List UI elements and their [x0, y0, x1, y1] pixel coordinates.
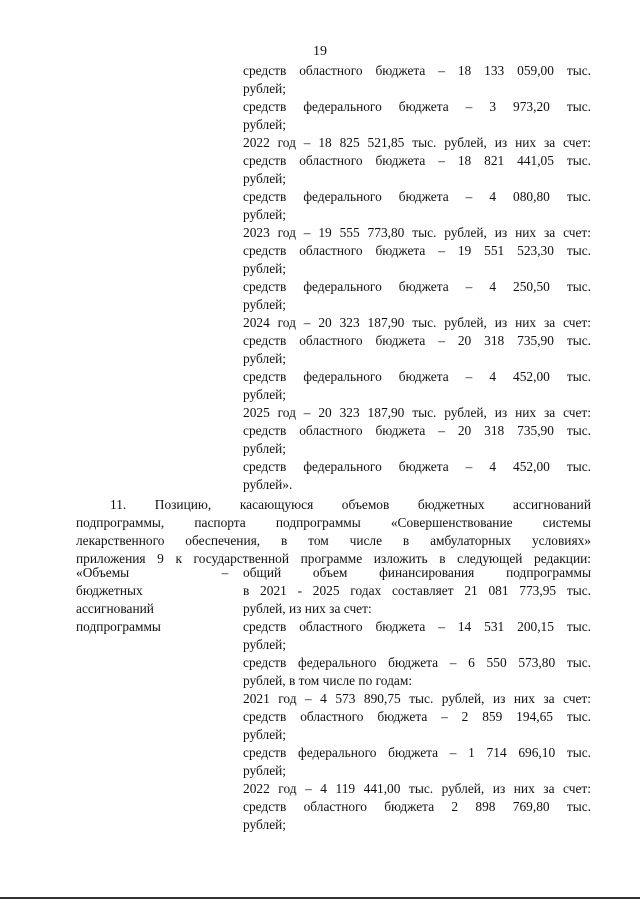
text-line: средств федерального бюджета – 4 250,50 тыс.: [243, 279, 591, 294]
text-line: 2024 год – 20 323 187,90 тыс. рублей, из них за счет:: [243, 315, 591, 330]
text-line: рублей;: [243, 351, 287, 366]
text-line: средств федерального бюджета – 4 452,00 тыс.: [243, 459, 591, 474]
text-line: средств областного бюджета – 14 531 200,15 тыс.: [243, 619, 591, 634]
text-line: рублей;: [243, 387, 287, 402]
page-bottom-edge: [0, 897, 640, 899]
text-line: рублей;: [243, 637, 287, 652]
text-line: средств федерального бюджета – 4 452,00 тыс.: [243, 369, 591, 384]
section-11-paragraph: [76, 496, 591, 568]
paragraph-line: приложения 9 к государственной программе изложить в следующей редакции:: [76, 551, 591, 566]
text-line: общий объем финансирования подпрограммы: [243, 565, 591, 580]
text-line: 2022 год – 4 119 441,00 тыс. рублей, из них за счет:: [243, 781, 591, 796]
text-line: 2023 год – 19 555 773,80 тыс. рублей, из них за счет:: [243, 225, 591, 240]
subprogram-funding-block: [243, 564, 591, 834]
text-line: рублей;: [243, 117, 287, 132]
label-line: бюджетных: [76, 583, 143, 598]
text-line: в 2021 - 2025 годах составляет 21 081 773,95 тыс.: [243, 583, 591, 598]
text-line: рублей;: [243, 297, 287, 312]
paragraph-line: 11. Позицию, касающуюся объемов бюджетных ассигнований: [110, 497, 591, 512]
text-line: рублей;: [243, 207, 287, 222]
text-line: рублей, из них за счет:: [243, 601, 372, 616]
text-line: рублей;: [243, 727, 287, 742]
top-funding-block: [243, 62, 591, 494]
page-number: 19: [313, 44, 327, 59]
text-line: 2022 год – 18 825 521,85 тыс. рублей, из них за счет:: [243, 135, 591, 150]
text-line: средств областного бюджета 2 898 769,80 тыс.: [243, 799, 591, 814]
text-line: рублей, в том числе по годам:: [243, 673, 413, 688]
text-line: рублей;: [243, 763, 287, 778]
text-line: рублей;: [243, 441, 287, 456]
funding-volumes-label: [76, 564, 226, 636]
text-line: средств федерального бюджета – 1 714 696,10 тыс.: [243, 745, 591, 760]
text-line: средств федерального бюджета – 6 550 573,80 тыс.: [243, 655, 591, 670]
text-line: средств областного бюджета – 2 859 194,65 тыс.: [243, 709, 591, 724]
text-line: средств федерального бюджета – 3 973,20 тыс.: [243, 99, 591, 114]
label-dash: –: [221, 565, 229, 580]
label-line: подпрограммы: [76, 619, 161, 634]
paragraph-line: лекарственного обеспечения, в том числе в амбулаторных условиях»: [76, 533, 591, 548]
text-line: средств областного бюджета – 20 318 735,90 тыс.: [243, 423, 591, 438]
paragraph-line: подпрограммы, паспорта подпрограммы «Совершенствование системы: [76, 515, 591, 530]
text-line: рублей;: [243, 81, 287, 96]
text-line: средств областного бюджета – 19 551 523,30 тыс.: [243, 243, 591, 258]
text-line: рублей;: [243, 261, 287, 276]
text-line: средств областного бюджета – 18 133 059,00 тыс.: [243, 63, 591, 78]
label-line: «Объемы: [76, 565, 130, 580]
text-line: рублей».: [243, 477, 293, 492]
label-line: ассигнований: [76, 601, 154, 616]
text-line: 2025 год – 20 323 187,90 тыс. рублей, из них за счет:: [243, 405, 591, 420]
text-line: средств областного бюджета – 20 318 735,90 тыс.: [243, 333, 591, 348]
text-line: рублей;: [243, 817, 287, 832]
text-line: 2021 год – 4 573 890,75 тыс. рублей, из них за счет:: [243, 691, 591, 706]
text-line: средств областного бюджета – 18 821 441,05 тыс.: [243, 153, 591, 168]
text-line: рублей;: [243, 171, 287, 186]
text-line: средств федерального бюджета – 4 080,80 тыс.: [243, 189, 591, 204]
